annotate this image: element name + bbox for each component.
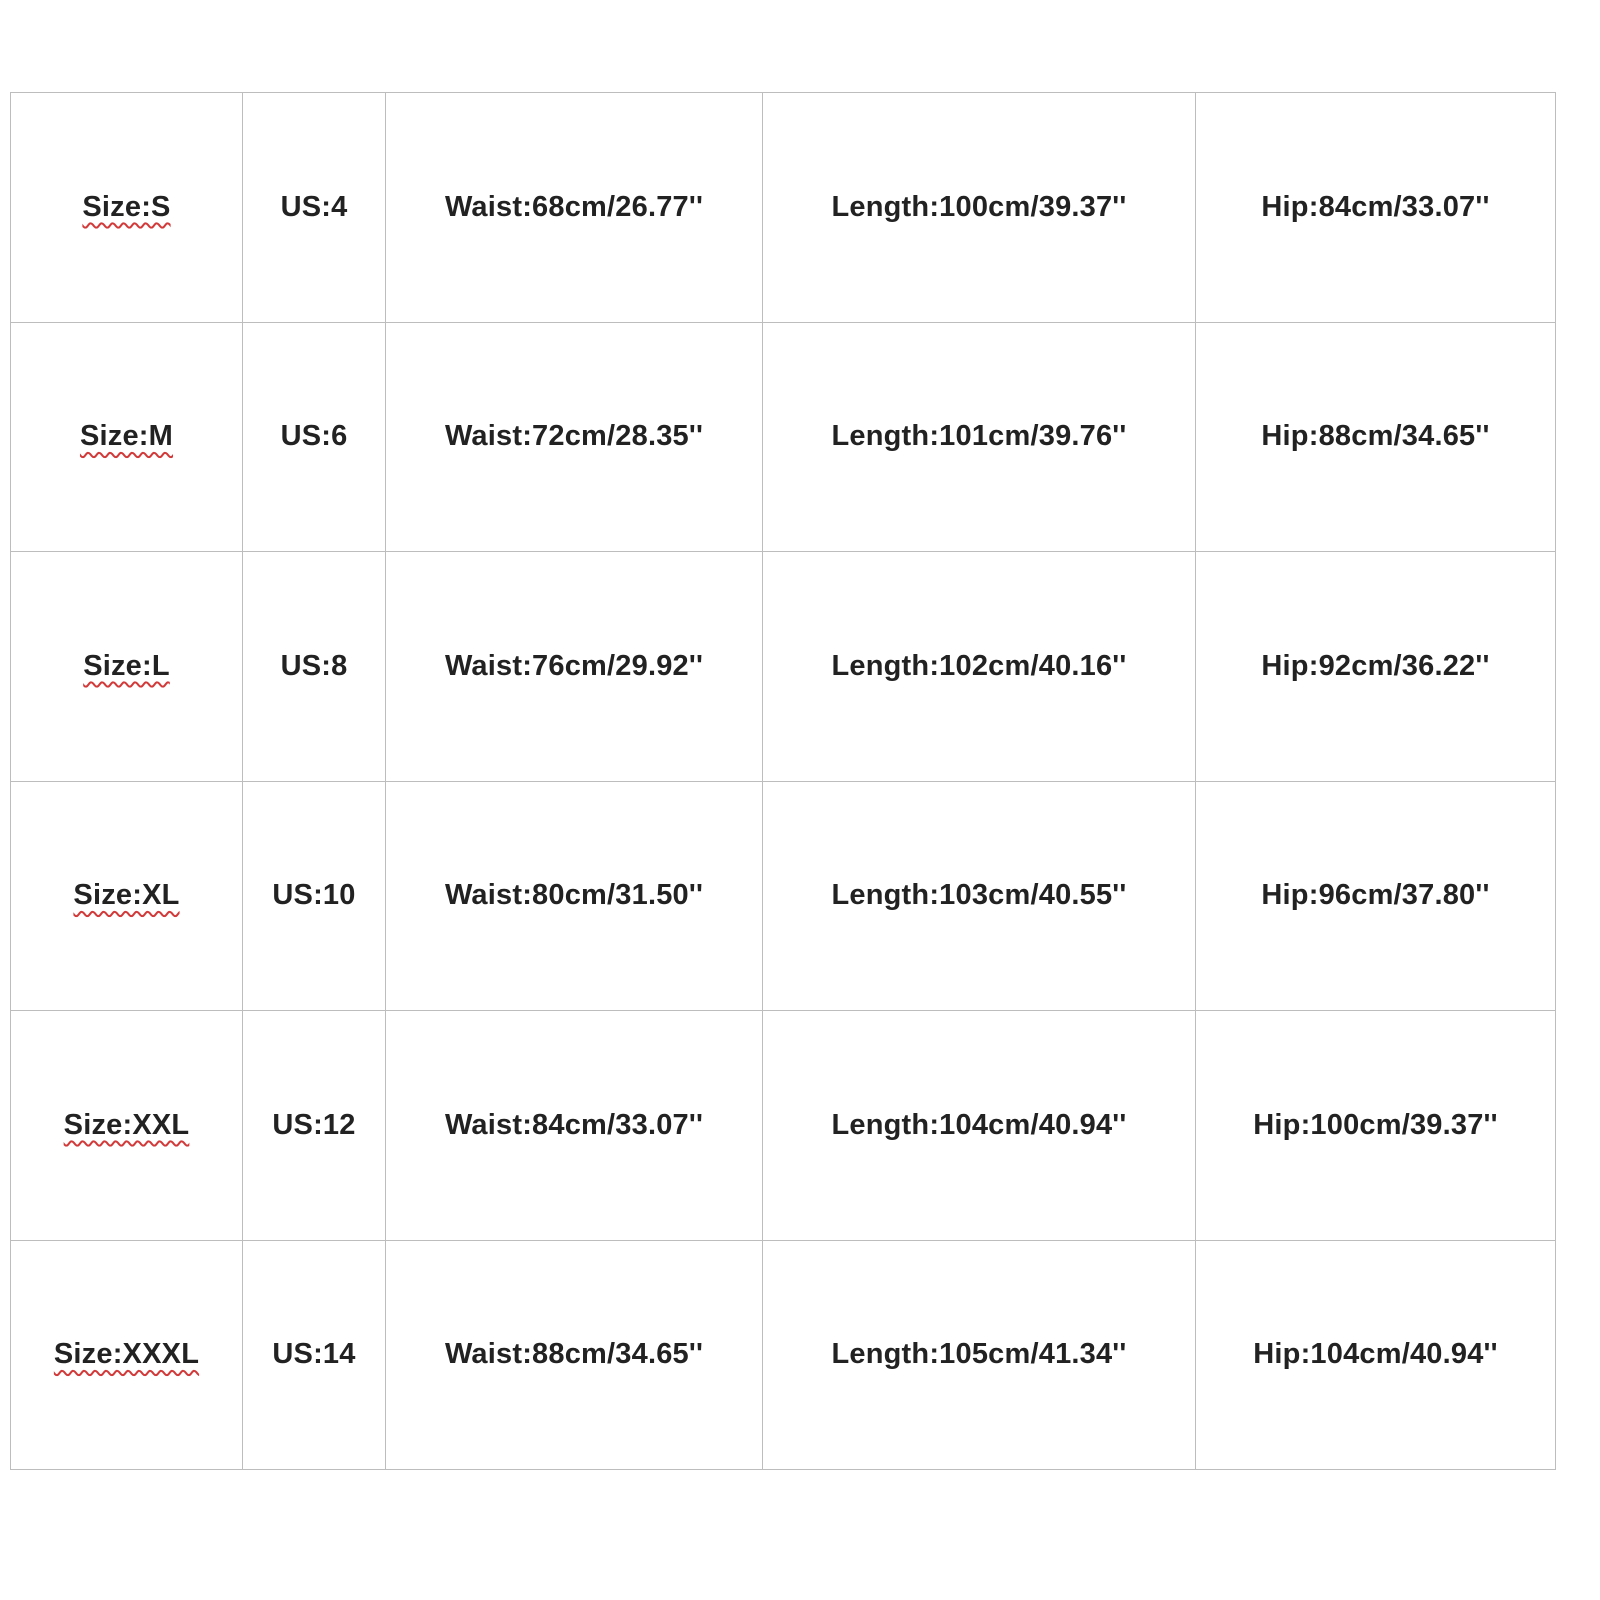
table-row [11,1240,1556,1470]
waist-cell: Waist:72cm/28.35'' [386,322,763,552]
length-cell: Length:103cm/40.55'' [763,781,1196,1011]
us-size-cell: US:8 [243,552,386,782]
size-cell [11,1240,243,1470]
us-size-cell: US:10 [243,781,386,1011]
hip-cell: Hip:92cm/36.22'' [1196,552,1556,782]
size-label: Size:S [82,190,171,223]
size-cell [11,322,243,552]
table-row [11,322,1556,552]
waist-cell: Waist:84cm/33.07'' [386,1011,763,1241]
size-label: Size:XXXL [53,1338,200,1371]
hip-cell: Hip:84cm/33.07'' [1196,93,1556,323]
table-row [11,93,1556,323]
waist-cell: Waist:88cm/34.65'' [386,1240,763,1470]
length-cell: Length:104cm/40.94'' [763,1011,1196,1241]
size-cell [11,781,243,1011]
hip-cell: Hip:96cm/37.80'' [1196,781,1556,1011]
size-cell [11,1011,243,1241]
waist-cell: Waist:80cm/31.50'' [386,781,763,1011]
us-size-cell: US:12 [243,1011,386,1241]
size-label: Size:L [83,649,170,682]
waist-cell: Waist:68cm/26.77'' [386,93,763,323]
length-cell: Length:101cm/39.76'' [763,322,1196,552]
size-label: Size:M [79,420,174,453]
waist-cell: Waist:76cm/29.92'' [386,552,763,782]
length-cell: Length:105cm/41.34'' [763,1240,1196,1470]
size-label: Size:XXL [63,1108,190,1141]
length-cell: Length:102cm/40.16'' [763,552,1196,782]
table-row [11,781,1556,1011]
size-cell [11,93,243,323]
hip-cell: Hip:104cm/40.94'' [1196,1240,1556,1470]
hip-cell: Hip:100cm/39.37'' [1196,1011,1556,1241]
us-size-cell: US:6 [243,322,386,552]
size-label: Size:XL [73,879,180,912]
size-chart-table [10,92,1556,1470]
table-row [11,1011,1556,1241]
hip-cell: Hip:88cm/34.65'' [1196,322,1556,552]
us-size-cell: US:14 [243,1240,386,1470]
length-cell: Length:100cm/39.37'' [763,93,1196,323]
table-row [11,552,1556,782]
size-cell [11,552,243,782]
us-size-cell: US:4 [243,93,386,323]
